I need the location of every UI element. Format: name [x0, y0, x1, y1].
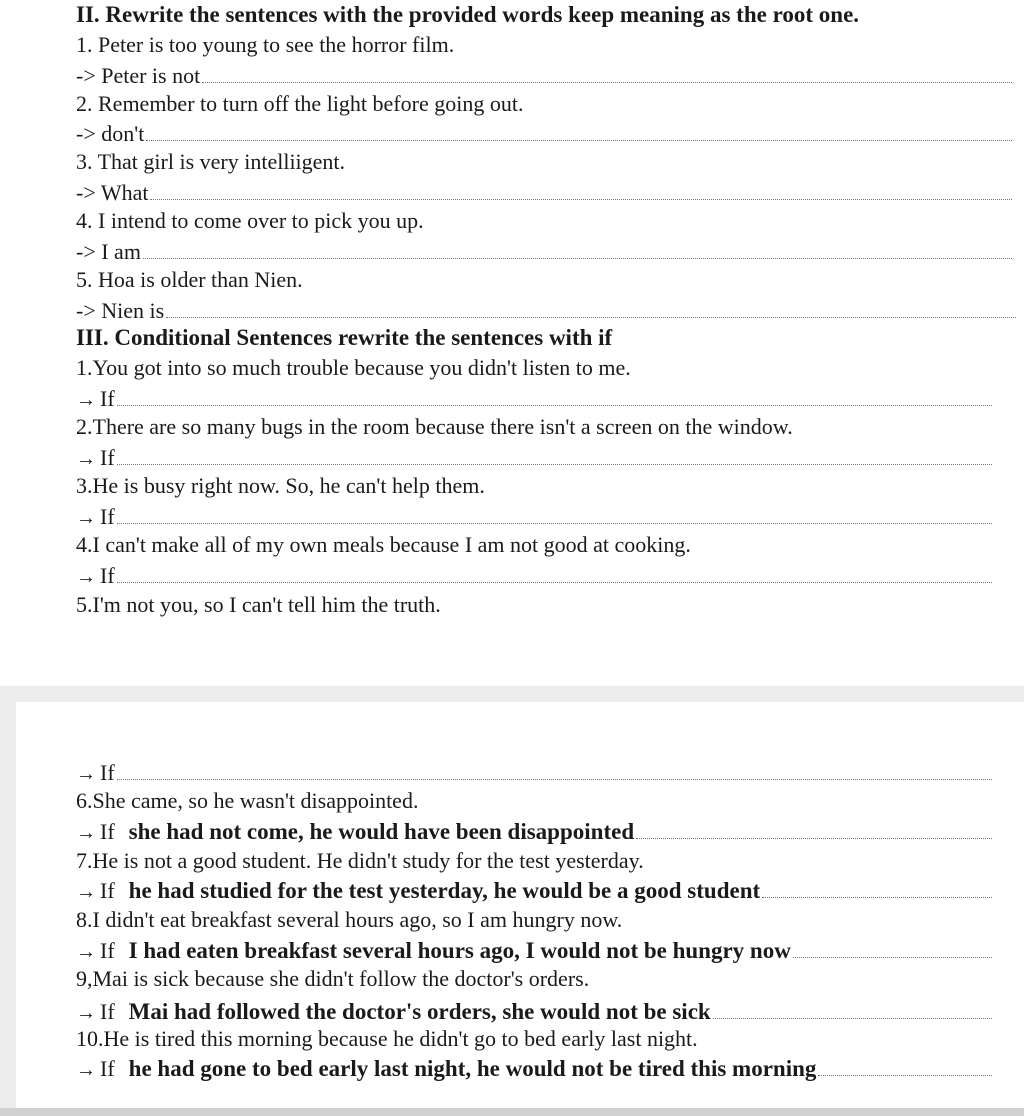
arrow-icon: → — [76, 507, 96, 529]
s3-answer-10: he had gone to bed early last night, he would not be tired this morning — [128, 1056, 817, 1081]
if-label: If — [100, 760, 115, 785]
if-label: If — [100, 878, 115, 903]
answer-dotted-line — [150, 177, 1012, 200]
arrow-icon: → — [76, 1059, 96, 1081]
s3-answer-line-1 — [76, 383, 992, 413]
s3-answer-line-5 — [76, 757, 992, 787]
page-margin — [0, 686, 16, 1116]
s3-question-5: 5.I'm not you, so I can't tell him the truth. — [76, 592, 441, 617]
if-label: If — [100, 999, 115, 1024]
s2-question-5: 5. Hoa is older than Nien. — [76, 267, 303, 292]
answer-dotted-line — [117, 501, 992, 524]
arrow-icon: → — [76, 448, 96, 470]
answer-dotted-line — [117, 560, 992, 583]
s2-question-1: 1. Peter is too young to see the horror film. — [76, 32, 455, 57]
answer-dotted-line — [818, 1053, 992, 1076]
s2-answer-line-2 — [76, 118, 1012, 148]
s3-question-8: 8.I didn't eat breakfast several hours ago, so I am hungry now. — [76, 907, 623, 932]
s2-answer-line-1 — [76, 60, 1012, 90]
s3-answer-line-2 — [76, 442, 992, 472]
s3-answer-9: Mai had followed the doctor's orders, she would not be sick — [128, 999, 711, 1024]
s2-prompt-4: -> I am — [76, 239, 141, 264]
arrow-icon: → — [76, 941, 96, 963]
s2-answer-line-4 — [76, 236, 1012, 266]
s3-answer-7: he had studied for the test yesterday, he would be a good student — [128, 878, 761, 903]
arrow-icon: → — [76, 566, 96, 588]
s2-prompt-2: -> don't — [76, 121, 145, 146]
bottom-border — [0, 1108, 1024, 1116]
page-separator — [0, 686, 1024, 702]
s2-prompt-3: -> What — [76, 180, 149, 205]
answer-dotted-line — [202, 60, 1012, 83]
answer-dotted-line — [117, 383, 992, 406]
if-label: If — [100, 819, 115, 844]
s3-question-4: 4.I can't make all of my own meals because I am not good at cooking. — [76, 532, 691, 557]
s2-question-4: 4. I intend to come over to pick you up. — [76, 208, 424, 233]
if-label: If — [100, 938, 115, 963]
s3-question-2: 2.There are so many bugs in the room because there isn't a screen on the window. — [76, 414, 793, 439]
s2-answer-line-5 — [76, 295, 1016, 325]
s2-question-2: 2. Remember to turn off the light before going out. — [76, 91, 524, 116]
answer-dotted-line — [117, 757, 992, 780]
answer-dotted-line — [143, 236, 1012, 259]
s2-prompt-5: -> Nien is — [76, 298, 165, 323]
answer-dotted-line — [166, 295, 1016, 318]
s3-question-7: 7.He is not a good student. He didn't study for the test yesterday. — [76, 848, 644, 873]
if-label: If — [100, 1056, 115, 1081]
answer-dotted-line — [762, 875, 992, 898]
s3-answer-line-3 — [76, 501, 992, 531]
answer-dotted-line — [636, 816, 992, 839]
arrow-icon: → — [76, 881, 96, 903]
if-label: If — [100, 563, 115, 588]
answer-dotted-line — [146, 118, 1012, 141]
s3-answer-line-9 — [76, 996, 992, 1026]
s3-answer-8: I had eaten breakfast several hours ago, I would not be hungry now — [128, 938, 791, 963]
s3-question-10: 10.He is tired this morning because he didn't go to bed early last night. — [76, 1026, 698, 1051]
section-2-heading: II. Rewrite the sentences with the provided words keep meaning as the root one. — [76, 2, 860, 27]
s2-prompt-1: -> Peter is not — [76, 63, 201, 88]
s3-answer-6: she had not come, he would have been disappointed — [128, 819, 635, 844]
s3-question-6: 6.She came, so he wasn't disappointed. — [76, 788, 419, 813]
arrow-icon: → — [76, 763, 96, 785]
s3-answer-line-10 — [76, 1053, 992, 1083]
s3-question-3: 3.He is busy right now. So, he can't help them. — [76, 473, 485, 498]
arrow-icon: → — [76, 1002, 96, 1024]
s2-question-3: 3. That girl is very intelliigent. — [76, 149, 346, 174]
s3-answer-line-6 — [76, 816, 992, 846]
if-label: If — [100, 445, 115, 470]
s3-answer-line-4 — [76, 560, 992, 590]
if-label: If — [100, 504, 115, 529]
s3-answer-line-8 — [76, 935, 992, 965]
answer-dotted-line — [713, 996, 992, 1019]
s2-answer-line-3 — [76, 177, 1012, 207]
section-3-heading: III. Conditional Sentences rewrite the sentences with if — [76, 325, 613, 350]
s3-answer-line-7 — [76, 875, 992, 905]
arrow-icon: → — [76, 389, 96, 411]
s3-question-9: 9,Mai is sick because she didn't follow the doctor's orders. — [76, 966, 590, 991]
answer-dotted-line — [793, 935, 992, 958]
s3-question-1: 1.You got into so much trouble because you didn't listen to me. — [76, 355, 631, 380]
arrow-icon: → — [76, 822, 96, 844]
answer-dotted-line — [117, 442, 992, 465]
worksheet-page-2 — [16, 702, 1024, 1108]
if-label: If — [100, 386, 115, 411]
